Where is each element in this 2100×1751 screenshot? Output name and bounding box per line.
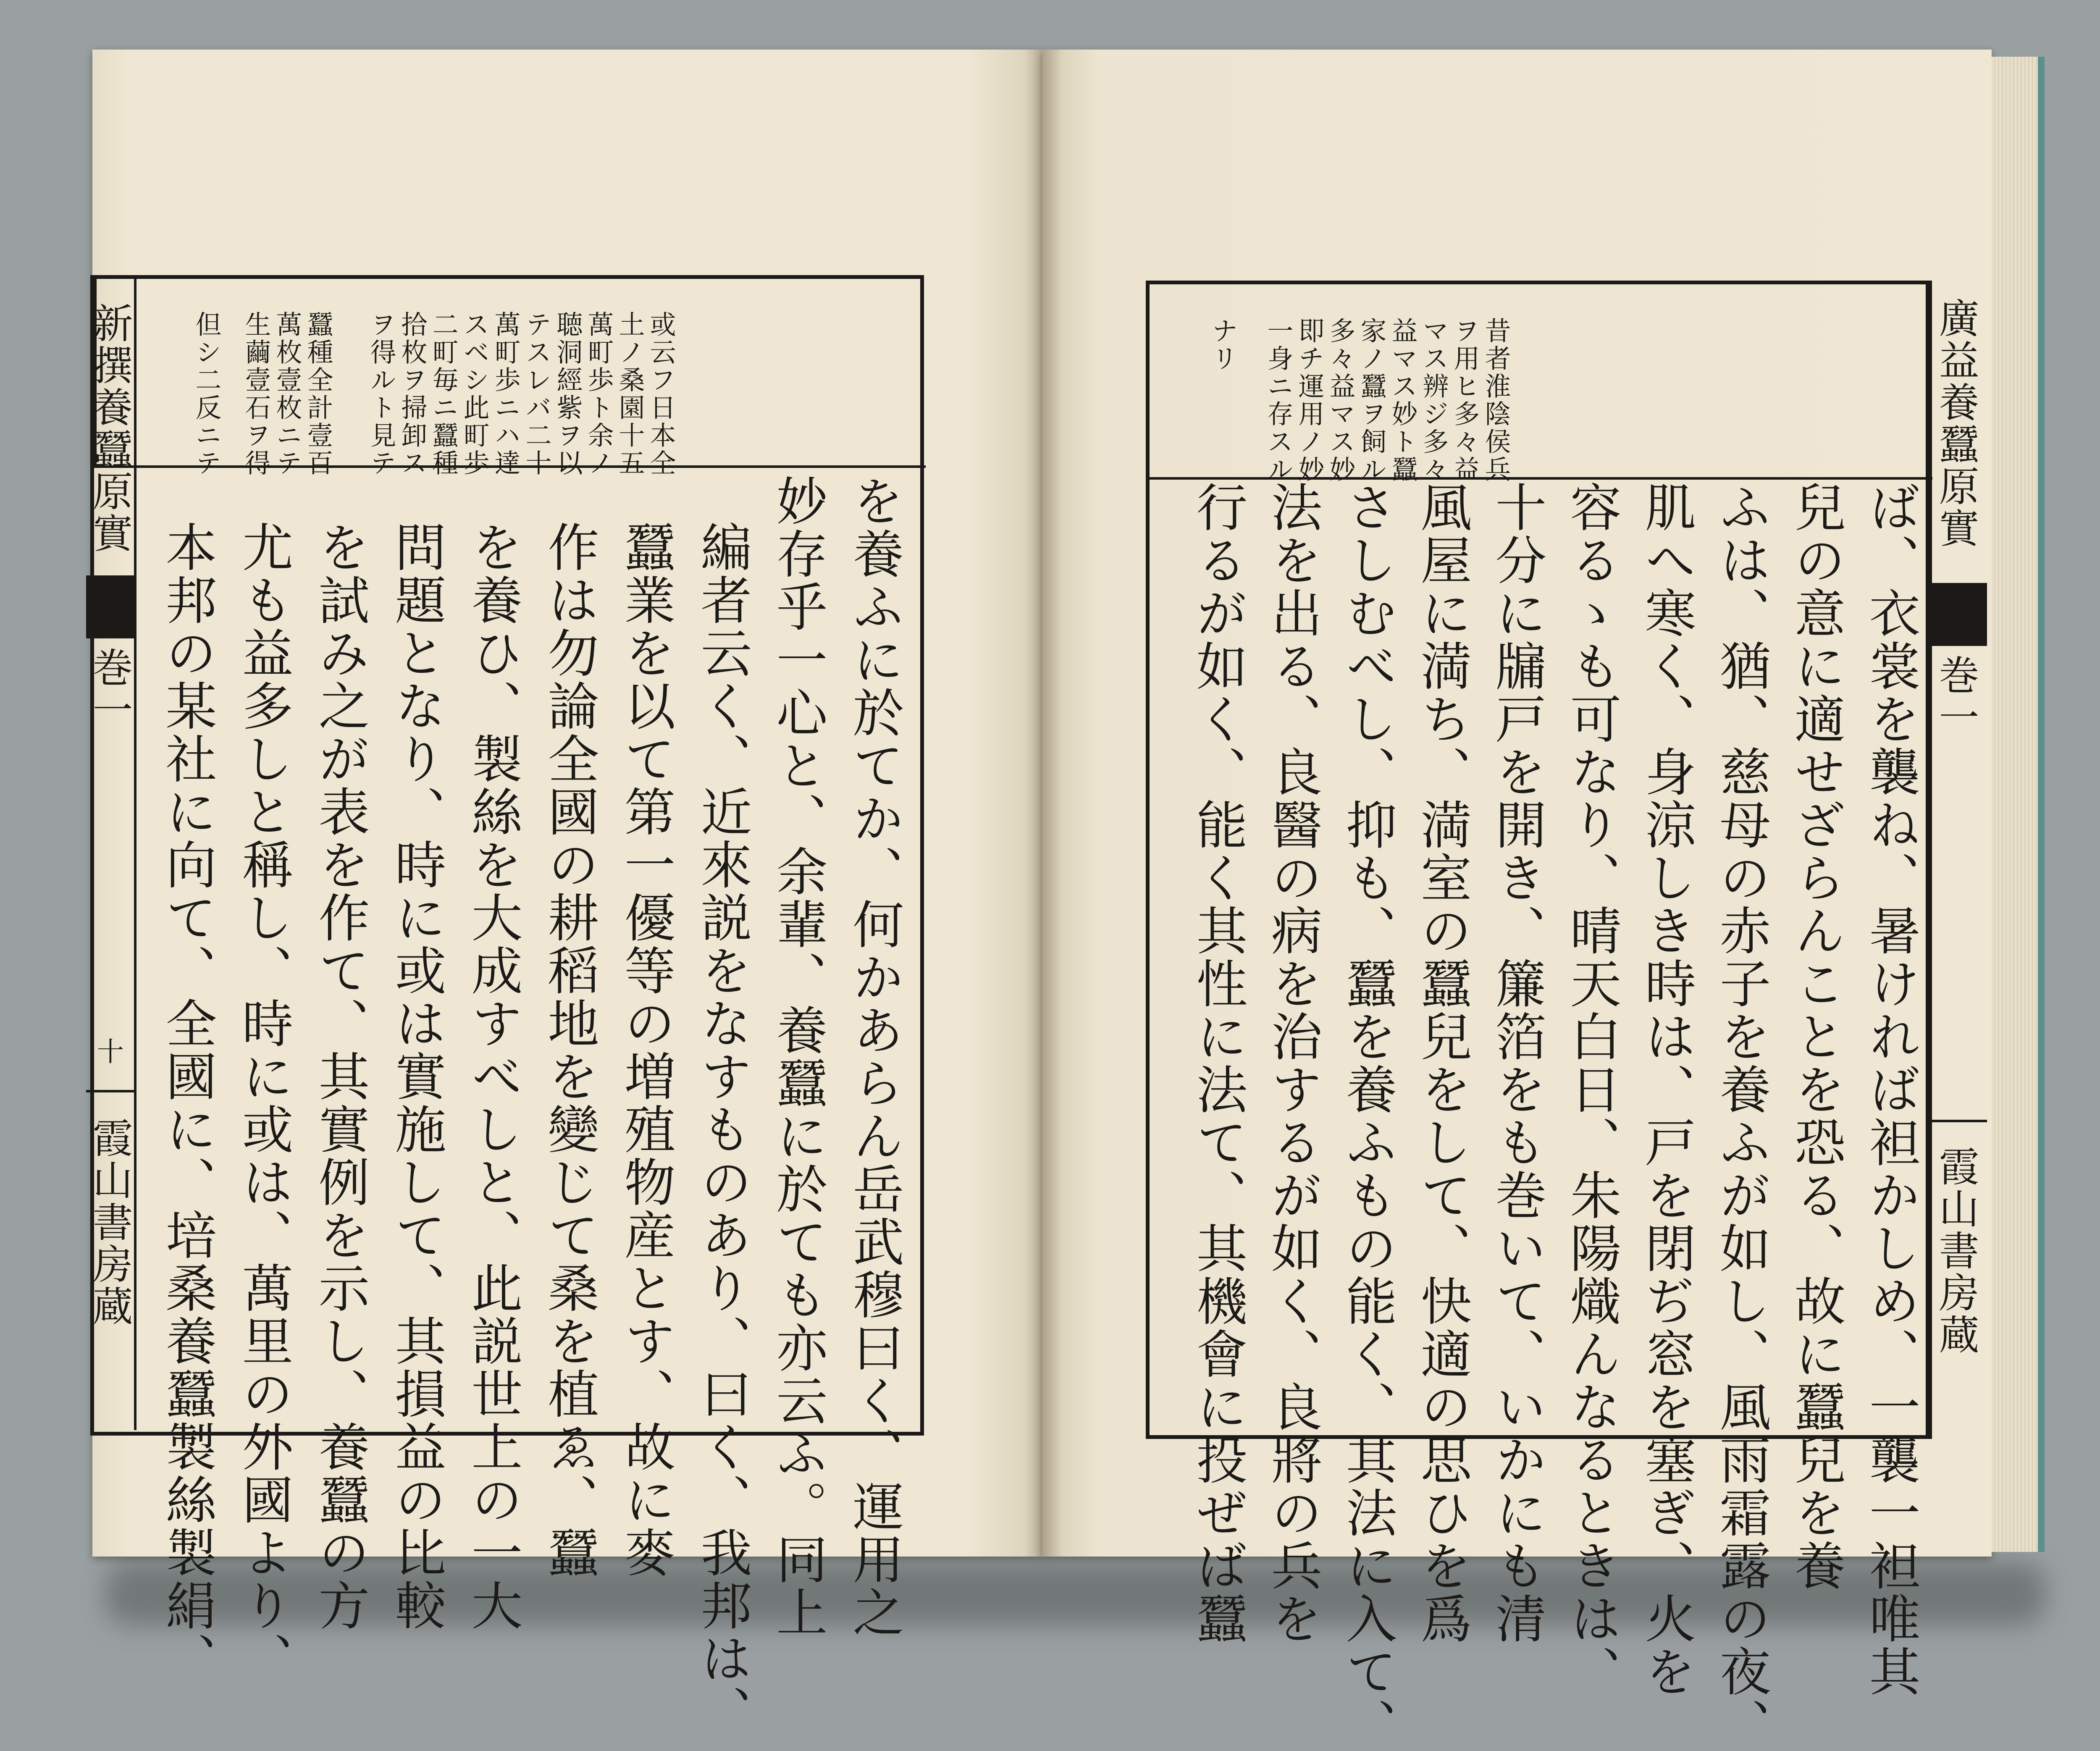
note-line: 蠶種全計壹百: [303, 311, 333, 477]
text-column: を試み之が表を作て、其實例を示し、養蠶の方: [310, 521, 370, 1632]
note-line: 二町毎ニ蠶種: [428, 311, 459, 477]
text-column: 容るゝも可なり、晴天白日、朱陽熾んなるときは、: [1562, 481, 1621, 1698]
note-line: ヲ用ヒ多々益: [1449, 317, 1480, 483]
right-title-bar: [1928, 583, 1987, 646]
note-line: 但シ二反ニテ: [191, 311, 222, 477]
note-line: 益マス妙ト蠶: [1387, 317, 1418, 483]
text-column: さしむべし、抑も、蠶を養ふもの能く、其法に入て、: [1337, 481, 1397, 1751]
left-publisher: 霞山書房蔵: [86, 1117, 133, 1327]
note-line: 聴洞經紫ヲ以: [552, 311, 583, 477]
note-line: 多々益マス妙: [1325, 317, 1356, 483]
text-column: 妙存乎一心と、余輩、養蠶に於ても亦云ふ。同上: [768, 475, 827, 1639]
note-line: スベシ此町歩: [459, 311, 490, 477]
text-column: 十分に牖戸を開き、簾箔をも巻いて、いかにも清: [1487, 481, 1546, 1645]
text-column: 本邦の某社に向て、全國に、培桑養蠶製絲製絹、: [157, 521, 217, 1685]
text-column: ば、衣裳を襲ね、暑ければ袒かしめ、一襲一袒唯其: [1861, 481, 1920, 1698]
text-column: 作は勿論全國の耕稻地を變じて桑を植ゑ、蠶: [539, 521, 599, 1579]
note-line: マス辨ジ多々: [1418, 317, 1449, 483]
left-book-title: 新撰養蠶原實: [86, 302, 133, 554]
note-line: 土ノ桑園十五: [614, 311, 645, 477]
right-book-title: 廣益養蠶原實: [1932, 297, 1979, 549]
note-line: 或云フ日本全: [646, 311, 676, 477]
text-column: 肌へ寒く、身涼しき時は、戸を閉ぢ窓を塞ぎ、火を: [1636, 481, 1696, 1698]
right-side-margin: [1926, 281, 1989, 1439]
note-line: 萬町歩ニハ達: [490, 311, 521, 477]
text-column: ふは、猶、慈母の赤子を養ふが如し、風雨霜露の夜、: [1711, 481, 1771, 1751]
text-column: 法を出る、良醫の病を治するが如く、良將の兵を: [1263, 481, 1322, 1645]
note-line: 昔者淮陰侯兵: [1480, 317, 1511, 483]
text-column: を養ふに於てか、何かあらん岳武穆曰く、運用之: [844, 475, 904, 1639]
note-line: 生繭壹石ヲ得: [241, 311, 271, 477]
note-line: テスレバ二十: [521, 311, 552, 477]
left-page-number: 十: [92, 1037, 123, 1066]
text-column: 問題となり、時に或は實施して、其損益の比較: [386, 521, 446, 1632]
book-gutter: [1025, 50, 1063, 1557]
page-edges: [1992, 57, 2045, 1552]
text-column: 蠶業を以て第一優等の増殖物産とす、故に麥: [616, 521, 675, 1579]
note-line: 萬枚壹枚ニテ: [272, 311, 302, 477]
note-line: ナリ: [1208, 317, 1238, 373]
text-column: 尤も益多しと稱し、時に或は、萬里の外國より、: [234, 521, 293, 1685]
right-publisher: 霞山書房蔵: [1932, 1146, 1979, 1356]
text-column: 編者云く、近來説をなすものあり、曰く、我邦は、: [692, 521, 752, 1738]
text-column: 行るが如く、能く其性に法て、其機會に投ぜば蠶: [1188, 481, 1247, 1645]
text-column: を養ひ、製絲を大成すべしと、此説世上の一大: [463, 521, 522, 1632]
text-column: 兒の意に適せざらんことを恐る、故に蠶兒を養: [1786, 481, 1845, 1592]
note-line: 家ノ蠶ヲ飼ル: [1356, 317, 1387, 483]
note-line: 萬町歩ト余ノ: [583, 311, 614, 477]
left-volume-label: 巻一: [86, 647, 133, 731]
right-volume-label: 巻一: [1932, 654, 1979, 738]
right-side-divider: [1928, 1120, 1987, 1122]
note-line: 一身ニ存スル: [1263, 317, 1294, 483]
note-line: ヲ得ルト見テ: [366, 311, 396, 477]
note-line: 拾枚ヲ掃卸ス: [397, 311, 428, 477]
note-line: 即チ運用ノ妙: [1294, 317, 1325, 483]
text-column: 風屋に満ち、満室の蠶兒をして、快適の思ひを爲: [1412, 481, 1472, 1645]
